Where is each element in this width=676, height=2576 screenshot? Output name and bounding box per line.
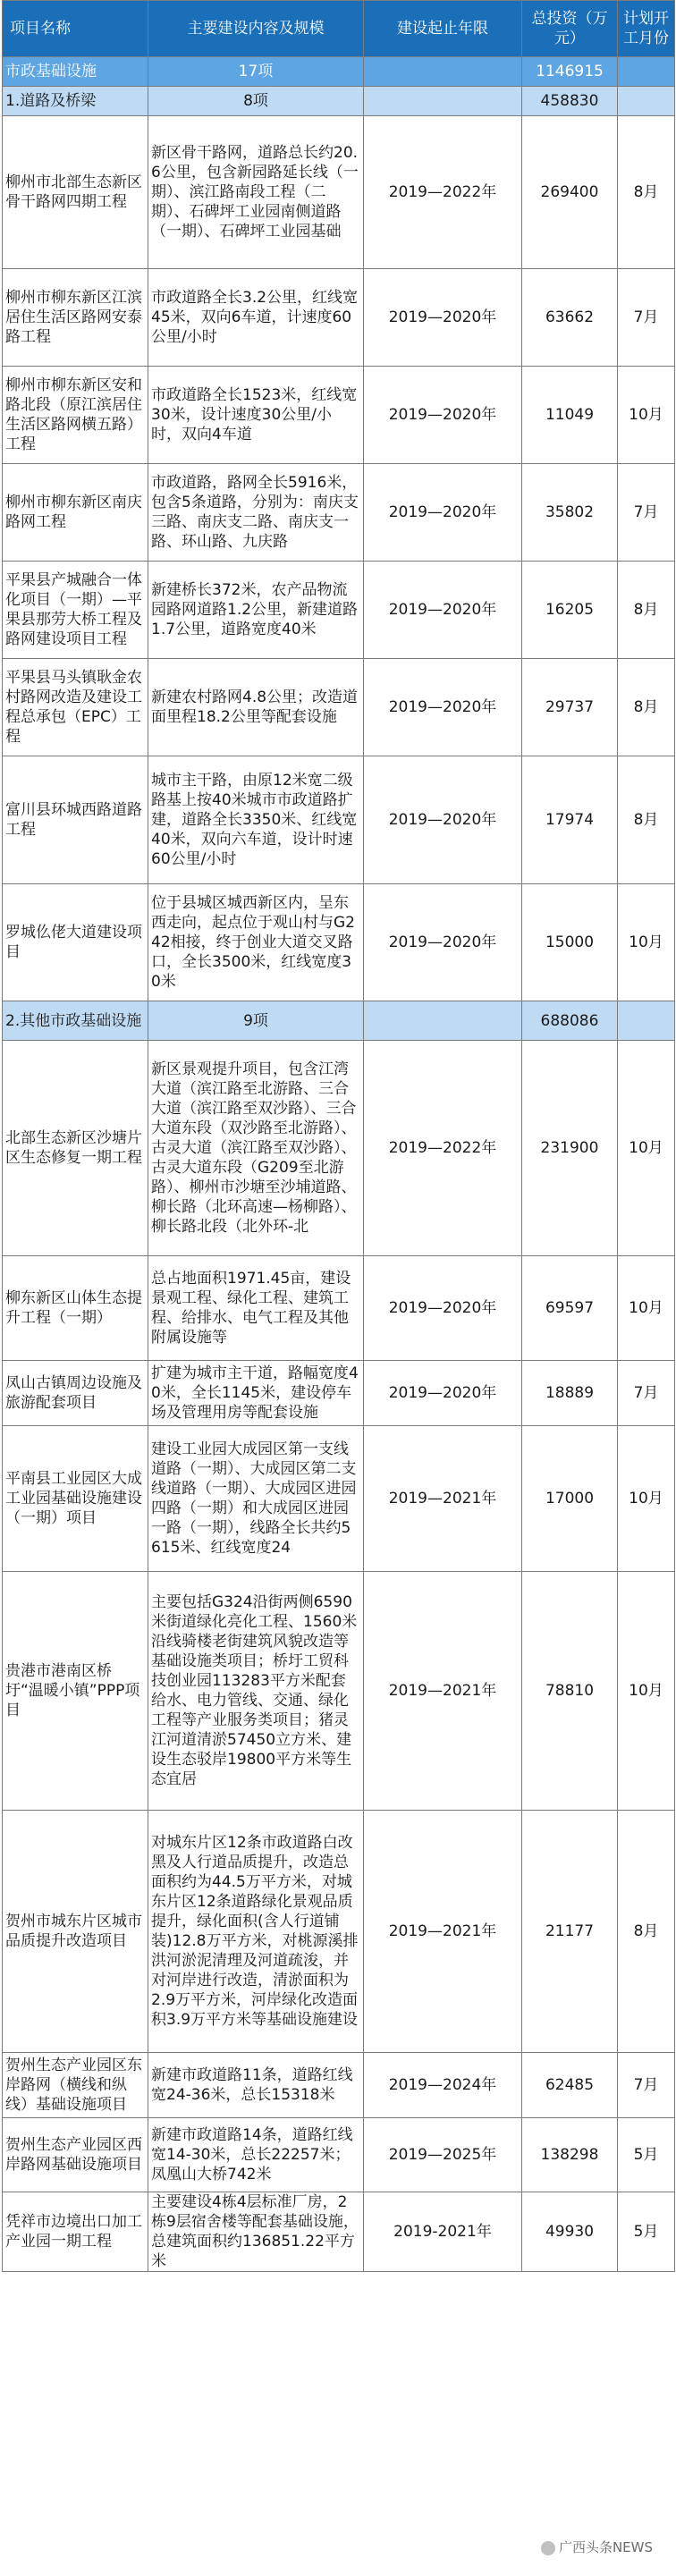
project-name: 柳东新区山体生态提升工程（一期） [3,1256,148,1361]
project-name: 平果县产城融合一体化项目（一期）—平果县那劳大桥工程及路网建设项目工程 [3,562,148,659]
table-row [3,1256,675,1361]
project-name: 罗城仫佬大道建设项目 [3,884,148,1001]
project-period: 2019—2020年 [364,562,522,659]
project-period: 2019—2025年 [364,2118,522,2192]
project-investment: 29737 [522,659,618,756]
project-investment: 231900 [522,1041,618,1256]
project-name: 柳州市北部生态新区骨干路网四期工程 [3,116,148,269]
table-row [3,1361,675,1426]
section-count: 8项 [148,87,364,116]
project-period: 2019—2020年 [364,269,522,367]
header-content: 主要建设内容及规模 [148,1,364,57]
table-row [3,1426,675,1572]
project-month: 10月 [618,1256,675,1361]
project-month: 8月 [618,562,675,659]
project-content: 新建桥长372米，农产品物流园路网道路1.2公里，新建道路1.7公里，道路宽度40米 [148,562,364,659]
project-month: 7月 [618,269,675,367]
project-month: 8月 [618,1811,675,2053]
table-row [3,756,675,884]
project-period: 2019—2020年 [364,884,522,1001]
project-name: 北部生态新区沙塘片区生态修复一期工程 [3,1041,148,1256]
section-month [618,87,675,116]
table-row [3,464,675,562]
project-month: 10月 [618,1041,675,1256]
project-name: 平果县马头镇耿金农村路网改造及建设工程总承包（EPC）工程 [3,659,148,756]
project-month: 7月 [618,464,675,562]
project-month: 10月 [618,1572,675,1811]
project-period: 2019—2021年 [364,1811,522,2053]
watermark [541,2538,653,2556]
table-row [3,659,675,756]
project-investment: 15000 [522,884,618,1001]
project-investment: 63662 [522,269,618,367]
section-period [364,57,522,87]
project-investment: 62485 [522,2053,618,2118]
table-row [3,2192,675,2272]
section-investment: 458830 [522,87,618,116]
project-content: 建设工业园大成园区第一支线道路（一期）、大成园区第二支线道路（一期）、大成园区进园四路（一期）和大成园区进园一路（一期），线路全长共约5615米、红线宽度24 [148,1426,364,1572]
section-investment: 688086 [522,1001,618,1041]
section-name: 2.其他市政基础设施 [3,1001,148,1041]
table-row [3,116,675,269]
project-content: 新区骨干路网，道路总长约20.6公里，包含新园路延长线（一期）、滨江路南段工程（二期）、石碑坪工业园南侧道路（一期）、石碑坪工业园基础 [148,116,364,269]
project-investment: 78810 [522,1572,618,1811]
project-period: 2019—2020年 [364,1361,522,1426]
project-period: 2019—2020年 [364,756,522,884]
project-month: 10月 [618,367,675,464]
project-investment: 16205 [522,562,618,659]
section-period [364,1001,522,1041]
table-row [3,1811,675,2053]
project-content: 主要建设4栋4层标准厂房，2栋9层宿舍楼等配套基础设施，总建筑面积约136851.22平方米 [148,2192,364,2272]
table-row [3,884,675,1001]
project-content: 位于县城区城西新区内，呈东西走向，起点位于观山村与G242相接，终于创业大道交叉路口，全长3500米，红线宽度30米 [148,884,364,1001]
table-row [3,2053,675,2118]
watermark-logo-icon [541,2541,555,2555]
project-name: 贺州生态产业园区东岸路网（横线和纵线）基础设施项目 [3,2053,148,2118]
section-row-roads [3,87,675,116]
project-month: 7月 [618,1361,675,1426]
project-content: 总占地面积1971.45亩，建设景观工程、绿化工程、建筑工程、给排水、电气工程及其他附属设施等 [148,1256,364,1361]
project-investment: 17974 [522,756,618,884]
project-investment: 11049 [522,367,618,464]
project-period: 2019—2022年 [364,116,522,269]
project-content: 新建市政道路14条，道路红线宽14-30米，总长22257米；凤凰山大桥742米 [148,2118,364,2192]
project-table [2,0,675,2272]
table-row [3,1041,675,1256]
project-month: 8月 [618,659,675,756]
project-content: 市政道路全长1523米，红线宽30米，设计速度30公里/小时，双向4车道 [148,367,364,464]
project-month: 5月 [618,2118,675,2192]
project-investment: 35802 [522,464,618,562]
project-month: 8月 [618,116,675,269]
section-name: 市政基础设施 [3,57,148,87]
project-content: 市政道路全长3.2公里，红线宽45米，双向6车道，计速度60公里/小时 [148,269,364,367]
project-month: 10月 [618,884,675,1001]
project-investment: 21177 [522,1811,618,2053]
project-name: 平南县工业园区大成工业园基础设施建设（一期）项目 [3,1426,148,1572]
table-row [3,2118,675,2192]
project-period: 2019—2020年 [364,1256,522,1361]
project-investment: 49930 [522,2192,618,2272]
project-name: 贵港市港南区桥圩“温暖小镇”PPP项目 [3,1572,148,1811]
watermark-text: 广西头条NEWS [558,2539,653,2555]
project-name: 柳州市柳东新区南庆路网工程 [3,464,148,562]
project-content: 对城东片区12条市政道路白改黑及人行道品质提升，改造总面积约为44.5万平方米，对城东片区12条道路绿化景观品质提升，绿化面积(含人行道铺装)12.8万平方米，对桃源溪排洪河淤泥清理及河道疏浚，并对河岸进行改造，清淤面积为2.9万平方米，河岸绿化改造面积3.9万平方米等基础设施建设 [148,1811,364,2053]
section-row-municipal [3,57,675,87]
project-name: 贺州生态产业园区西岸路网基础设施项目 [3,2118,148,2192]
project-period: 2019—2021年 [364,1426,522,1572]
table-row [3,562,675,659]
table-row [3,1572,675,1811]
project-name: 柳州市柳东新区安和路北段（原江滨居住生活区路网横五路）工程 [3,367,148,464]
project-content: 主要包括G324沿街两侧6590米街道绿化亮化工程、1560米沿线骑楼老街建筑风貌改造等基础设施类项目；桥圩工贸科技创业园113283平方米配套给水、电力管线、交通、绿化工程等产业服务类项目；猪灵江河道清淤57450立方米、建设生态驳岸19800平方米等生态宜居 [148,1572,364,1811]
project-period: 2019—2020年 [364,464,522,562]
section-investment: 1146915 [522,57,618,87]
header-investment: 总投资（万元） [522,1,618,57]
project-content: 新建农村路网4.8公里；改造道面里程18.2公里等配套设施 [148,659,364,756]
section-name: 1.道路及桥梁 [3,87,148,116]
header-name: 项目名称 [3,1,148,57]
project-name: 富川县环城西路道路工程 [3,756,148,884]
project-period: 2019—2021年 [364,1572,522,1811]
project-content: 新区景观提升项目，包含江湾大道（滨江路至北游路、三合大道（滨江路至双沙路）、三合大道东段（双沙路至北游路）、古灵大道（滨江路至双沙路）、古灵大道东段（G209至北游路）、柳州市沙塘至沙埔道路、柳长路（北环高速—杨柳路）、柳长路北段（北外环-北 [148,1041,364,1256]
project-month: 7月 [618,2053,675,2118]
section-month [618,57,675,87]
project-month: 5月 [618,2192,675,2272]
section-count: 17项 [148,57,364,87]
project-content: 新建市政道路11条，道路红线宽24-36米，总长15318米 [148,2053,364,2118]
section-row-other [3,1001,675,1041]
project-investment: 17000 [522,1426,618,1572]
project-name: 柳州市柳东新区江滨居住生活区路网安泰路工程 [3,269,148,367]
section-period [364,87,522,116]
project-name: 贺州市城东片区城市品质提升改造项目 [3,1811,148,2053]
section-month [618,1001,675,1041]
table-row [3,367,675,464]
project-investment: 269400 [522,116,618,269]
project-investment: 69597 [522,1256,618,1361]
project-name: 凤山古镇周边设施及旅游配套项目 [3,1361,148,1426]
project-investment: 138298 [522,2118,618,2192]
project-period: 2019-2021年 [364,2192,522,2272]
table-row [3,269,675,367]
project-period: 2019—2020年 [364,367,522,464]
table-header [3,1,675,57]
project-content: 市政道路，路网全长5916米，包含5条道路，分别为：南庆支三路、南庆支二路、南庆支一路、环山路、九庆路 [148,464,364,562]
project-period: 2019—2020年 [364,659,522,756]
project-period: 2019—2022年 [364,1041,522,1256]
project-month: 8月 [618,756,675,884]
project-name: 凭祥市边境出口加工产业园一期工程 [3,2192,148,2272]
project-investment: 18889 [522,1361,618,1426]
header-month: 计划开工月份 [618,1,675,57]
project-period: 2019—2024年 [364,2053,522,2118]
project-month: 10月 [618,1426,675,1572]
project-content: 扩建为城市主干道，路幅宽度40米，全长1145米，建设停车场及管理用房等配套设施 [148,1361,364,1426]
project-content: 城市主干路，由原12米宽二级路基上按40米城市市政道路扩建，道路全长3350米、红线宽40米，双向六车道，设计时速60公里/小时 [148,756,364,884]
section-count: 9项 [148,1001,364,1041]
header-period: 建设起止年限 [364,1,522,57]
